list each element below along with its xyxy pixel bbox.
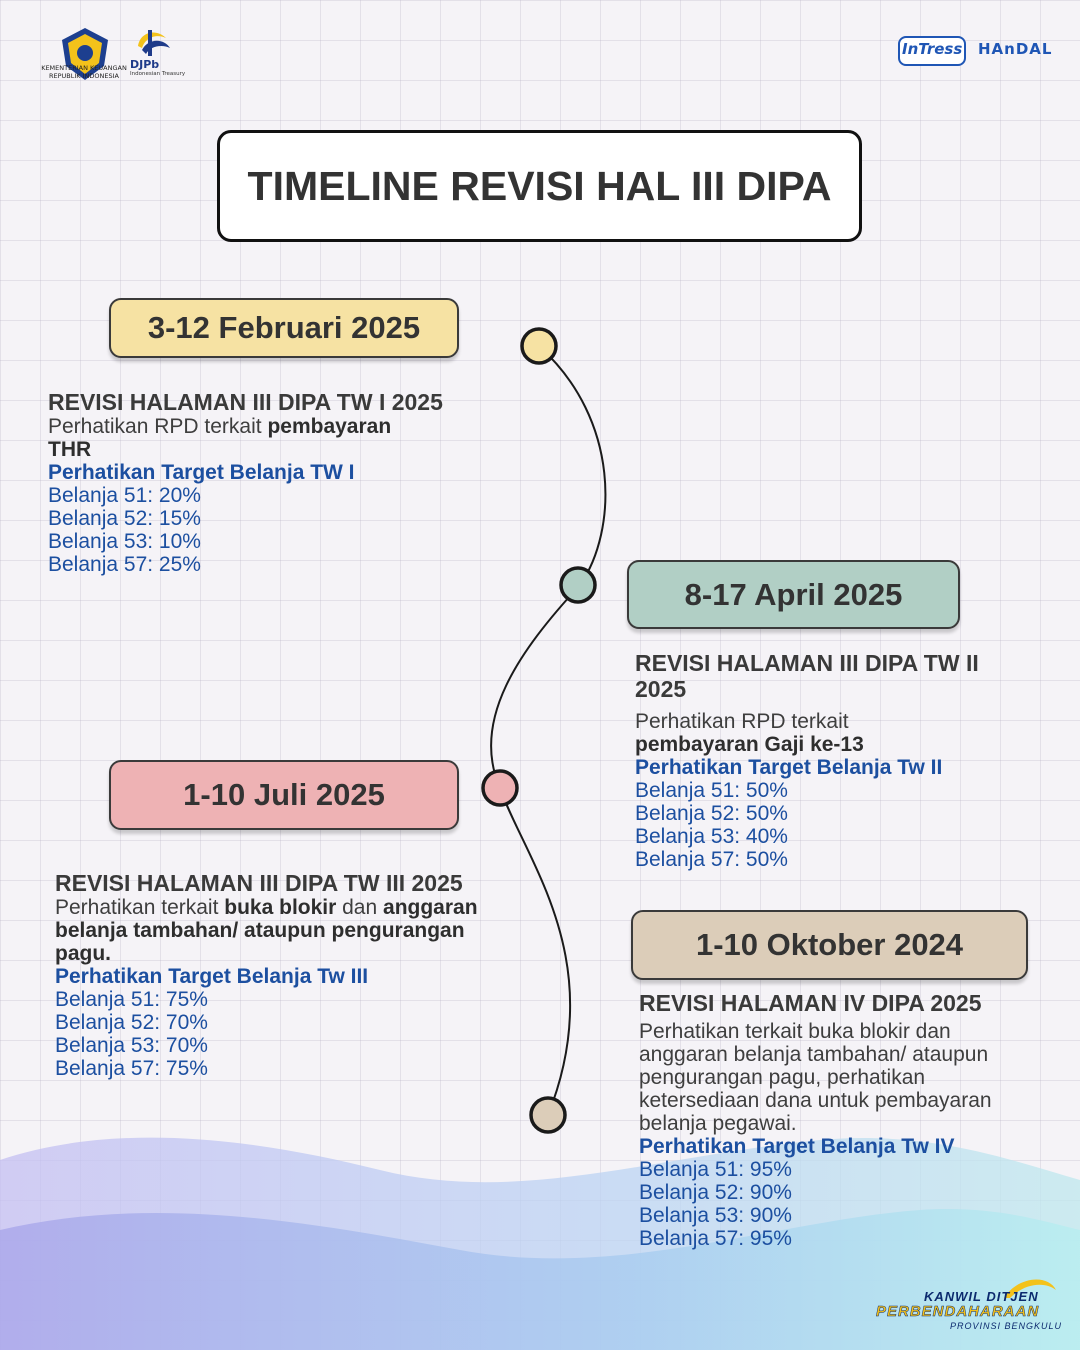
milestone-4-details xyxy=(639,990,1019,1250)
milestone-2-target-label: Perhatikan Target Belanja Tw II xyxy=(635,756,943,779)
date-pill-3: 1-10 Juli 2025 xyxy=(109,760,459,830)
milestone-3-target-1: Belanja 51: 75% xyxy=(55,988,208,1011)
milestone-1-note: Perhatikan RPD terkait pembayaran THR xyxy=(48,415,392,461)
milestone-2-target-2: Belanja 52: 50% xyxy=(635,802,788,825)
milestone-4-target-2: Belanja 52: 90% xyxy=(639,1181,792,1204)
kemenkeu-logo-text: KEMENTERIAN KEUANGAN REPUBLIK INDONESIA xyxy=(41,64,127,80)
date-pill-4: 1-10 Oktober 2024 xyxy=(631,910,1028,980)
milestone-3-target-4: Belanja 57: 75% xyxy=(55,1057,208,1080)
milestone-1-target-1: Belanja 51: 20% xyxy=(48,484,201,507)
intress-logo-text: InTress xyxy=(902,40,963,58)
milestone-1-target-4: Belanja 57: 25% xyxy=(48,553,201,576)
milestone-4-target-4: Belanja 57: 95% xyxy=(639,1227,792,1250)
milestone-3-target-3: Belanja 53: 70% xyxy=(55,1034,208,1057)
timeline-node-4 xyxy=(531,1098,565,1132)
milestone-3-target-label: Perhatikan Target Belanja Tw III xyxy=(55,965,369,988)
milestone-2-note: Perhatikan RPD terkait pembayaran Gaji ke-13 xyxy=(635,710,864,756)
milestone-4-heading: REVISI HALAMAN IV DIPA 2025 xyxy=(639,990,982,1016)
milestone-1-target-2: Belanja 52: 15% xyxy=(48,507,201,530)
milestone-2-target-4: Belanja 57: 50% xyxy=(635,848,788,871)
milestone-2-target-1: Belanja 51: 50% xyxy=(635,779,788,802)
milestone-1-details xyxy=(48,389,448,576)
footer-logo-line1: KANWIL DITJEN xyxy=(924,1289,1039,1304)
djpb-logo-text: DJPb xyxy=(130,58,160,71)
footer-logo-line3: PROVINSI BENGKULU xyxy=(950,1321,1063,1331)
date-pill-2: 8-17 April 2025 xyxy=(627,560,960,629)
milestone-2-target-3: Belanja 53: 40% xyxy=(635,825,788,848)
milestone-1-heading: REVISI HALAMAN III DIPA TW I 2025 xyxy=(48,389,443,415)
milestone-3-note: Perhatikan terkait buka blokir dan anggaran belanja tambahan/ ataupun pengurangan pagu. xyxy=(55,896,478,965)
djpb-logo-subtext: Indonesian Treasury xyxy=(130,71,186,77)
milestone-3-details xyxy=(55,870,505,1080)
milestone-4-note: Perhatikan terkait buka blokir dan anggaran belanja tambahan/ ataupun pengurangan pagu, perhatikan ketersediaan dana untuk pembayaran belanja pegawai. xyxy=(639,1020,992,1135)
milestone-3-heading: REVISI HALAMAN III DIPA TW III 2025 xyxy=(55,870,463,896)
page-title: TIMELINE REVISI HAL III DIPA xyxy=(247,162,832,209)
timeline-node-1 xyxy=(522,329,556,363)
milestone-2-details xyxy=(635,650,1025,871)
milestone-2-heading: REVISI HALAMAN III DIPA TW II 2025 xyxy=(635,650,979,702)
milestone-1-target-3: Belanja 53: 10% xyxy=(48,530,201,553)
footer-logo-line2: PERBENDAHARAAN xyxy=(876,1303,1040,1320)
milestone-4-target-3: Belanja 53: 90% xyxy=(639,1204,792,1227)
date-pill-1: 3-12 Februari 2025 xyxy=(109,298,459,358)
milestone-3-target-2: Belanja 52: 70% xyxy=(55,1011,208,1034)
milestone-4-target-label: Perhatikan Target Belanja Tw IV xyxy=(639,1135,955,1158)
timeline-node-2 xyxy=(561,568,595,602)
milestone-4-target-1: Belanja 51: 95% xyxy=(639,1158,792,1181)
milestone-1-target-label: Perhatikan Target Belanja TW I xyxy=(48,461,355,484)
handal-logo-text: HAnDAL xyxy=(978,40,1053,58)
timeline-node-3 xyxy=(483,771,517,805)
